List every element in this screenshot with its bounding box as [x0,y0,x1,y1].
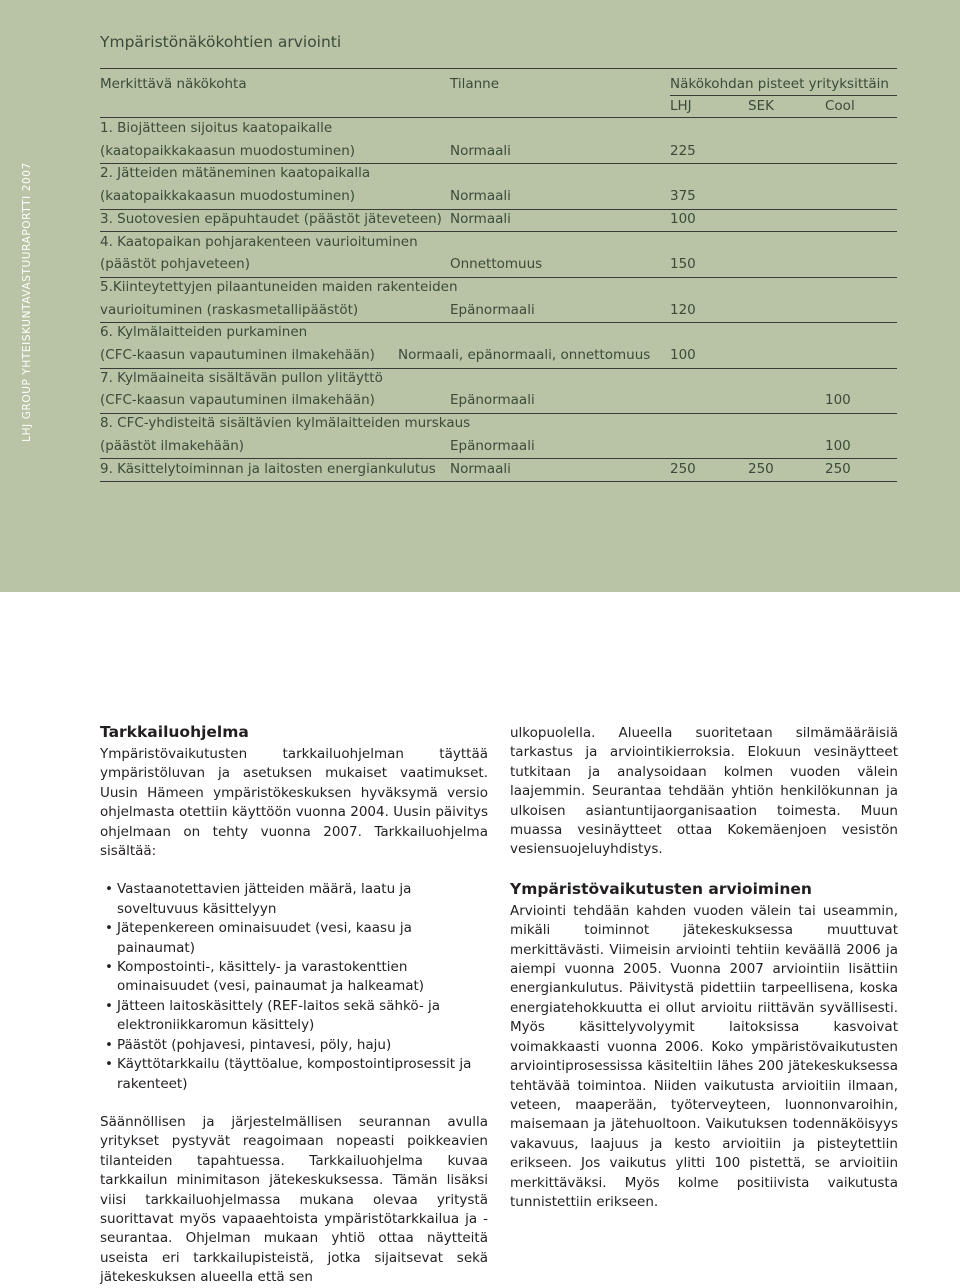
aspect-cell: (kaatopaikkakaasun muodostuminen) [100,142,356,159]
status-cell: Epänormaali [450,301,535,318]
list-item: • Jätteen laitoskäsittely (REF-laitos sekä sähkö- ja elektroniikkaromun käsittely) [100,997,488,1036]
aspect-cell: 4. Kaatopaikan pohjarakenteen vaurioituminen [100,233,418,250]
lhj-points-cell: 150 [670,256,696,273]
lhj-points-cell: 100 [670,210,696,227]
lhj-points-cell: 375 [670,188,696,205]
header-sek: SEK [748,98,774,114]
list-item: • Käyttötarkkailu (täyttöalue, kompostointiprosessit ja rakenteet) [100,1055,488,1094]
aspect-cell: (CFC-kaasun vapautuminen ilmakehään) [100,346,375,363]
lhj-points-cell: 120 [670,301,696,318]
header-aspect: Merkittävä näkökohta [100,76,247,92]
row-rule [100,413,897,414]
row-rule [100,231,897,232]
status-cell: Normaali, epänormaali, onnettomuus [398,346,651,363]
row-rule [100,481,897,482]
left-column [100,722,488,1288]
cool-points-cell: 250 [825,460,851,477]
lhj-points-cell: 250 [670,460,696,477]
status-cell: Normaali [450,188,511,205]
aspect-cell: 3. Suotovesien epäpuhtaudet (päästöt jäteveteen) [100,210,442,227]
aspect-cell: 5.Kiinteytettyjen pilaantuneiden maiden rakenteiden [100,278,458,295]
side-running-header-text: LHJ GROUP YHTEISKUNTAVASTUURAPORTTI 2007 [21,162,33,442]
monitoring-closing: Säännöllisen ja järjestelmällisen seurannan avulla yritykset pystyvät reagoimaan nopeasti poikkeavien tilanteiden tapahtuessa. Tarkkailuohjelma kuvaa tarkkailun minimitason jätekeskuksessa. Tämän lisäksi viisi tarkkailuohjelmassa mukana olevaa yritystä suorittavat myös vapaaehtoista ympäristötarkkailua ja -seurantaa. Ohjelman mukaan yhtiö ottaa näytteitä useista eri tarkkailupisteistä, jotka sijaitsevat sekä jätekeskuksen alueella että sen [100,1113,488,1286]
row-rule [100,163,897,164]
table-top-rule [100,68,897,69]
lhj-points-cell: 100 [670,346,696,363]
sek-points-cell: 250 [748,460,774,477]
monitoring-list [100,880,488,1093]
list-item: • Jätepenkereen ominaisuudet (vesi, kaasu ja painaumat) [100,919,488,958]
status-cell: Epänormaali [450,392,535,409]
assessment-panel [0,0,960,592]
header-lhj: LHJ [670,98,692,114]
aspect-cell: (päästöt pohjaveteen) [100,256,250,273]
row-rule [100,458,897,459]
aspect-cell: (päästöt ilmakehään) [100,437,245,454]
aspect-cell: (CFC-kaasun vapautuminen ilmakehään) [100,392,375,409]
row-rule [100,209,897,210]
aspect-cell: 1. Biojätteen sijoitus kaatopaikalle [100,120,333,136]
row-rule [100,277,897,278]
impact-assessment-heading: Ympäristövaikutusten arvioiminen [510,879,812,898]
list-item: • Vastaanotettavien jätteiden määrä, laatu ja soveltuvuus käsittelyyn [100,880,488,919]
list-item: • Päästöt (pohjavesi, pintavesi, pöly, haju) [100,1036,488,1055]
status-cell: Onnettomuus [450,256,543,273]
header-cool: Cool [825,98,855,114]
right-column [510,724,898,1212]
header-points-rule [670,95,897,96]
status-cell: Normaali [450,210,511,227]
monitoring-intro: Ympäristövaikutusten tarkkailuohjelman täyttää ympäristöluvan ja asetuksen mukaiset vaatimukset. Uusin Hämeen ympäristökeskuksen hyväksymä versio ohjelmasta otettiin käyttöön vuonna 2004. Uusin päivitys ohjelmaan on tehty vuonna 2007. Tarkkailuohjelma sisältää: [100,746,488,860]
status-cell: Epänormaali [450,437,535,454]
aspect-cell: (kaatopaikkakaasun muodostuminen) [100,188,356,205]
cool-points-cell: 100 [825,392,851,409]
row-rule [100,368,897,369]
row-rule [100,322,897,323]
aspect-cell: 9. Käsittelytoiminnan ja laitosten energiankulutus [100,460,436,477]
header-points: Näkökohdan pisteet yrityksittäin [670,76,889,92]
lhj-points-cell: 225 [670,142,696,159]
header-status: Tilanne [450,76,500,92]
list-item: • Kompostointi-, käsittely- ja varastokenttien ominaisuudet (vesi, painaumat ja halkeamat) [100,958,488,997]
aspect-cell: 7. Kylmäaineita sisältävän pullon ylitäyttö [100,369,383,386]
aspect-cell: 6. Kylmälaitteiden purkaminen [100,324,308,341]
aspect-cell: 8. CFC-yhdisteitä sisältävien kylmälaitteiden murskaus [100,415,471,432]
aspect-cell: vaurioituminen (raskasmetallipäästöt) [100,301,359,318]
cool-points-cell: 100 [825,437,851,454]
impact-assessment-body: Arviointi tehdään kahden vuoden välein tai useammin, mikäli toiminnot jätekeskuksessa muuttuvat merkittävästi. Viimeisin arviointi tehtiin keväällä 2006 ja aiempi vuonna 2005. Vuonna 2007 arviointiin lisättiin energiankulutus. Päivitystä pidettiin tarpeellisena, koska energiatehokkuutta ei ollut arvioitu riittävän syvällisesti. Myös käsittelyvolyymit laitoksissa kasvoivat voimakkaasti vuonna 2006. Koko ympäristövaikutusten arviointiprosessissa käsiteltiin lähes 200 jätekeskuksessa tehtävää toimintoa. Niiden vaikutusta arvioitiin ilmaan, veteen, maaperään, työterveyteen, luonnonvaroihin, maisemaan ja jätehuoltoon. Vaikutuksen todennäköisyys vakavuus, laajuus ja kesto arvioitiin ja pisteytettiin erikseen. Jos vaikutus ylitti 100 pistettä, se arvioitiin merkittäväksi. Myös kolme positiivista vaikutusta tunnistettiin erikseen. [510,902,898,1210]
status-cell: Normaali [450,460,511,477]
table-title: Ympäristönäkökohtien arviointi [100,33,342,51]
header-bottom-rule [100,117,897,118]
status-cell: Normaali [450,142,511,159]
monitoring-continuation: ulkopuolella. Alueella suoritetaan silmämääräisiä tarkastus ja arviointikierroksia. Elokuun vesinäytteet tutkitaan ja analysoidaan kolmen vuoden välein laajemmin. Seurantaa tehdään yhtiön henkilökunnan ja ulkoisen asiantuntijaorganisaation toimesta. Muun muassa vesinäytteet ottaa Kokemäenjoen vesistön vesiensuojeluyhdistys. [510,725,898,858]
aspect-cell: 2. Jätteiden mätäneminen kaatopaikalla [100,165,371,182]
monitoring-heading: Tarkkailuohjelma [100,723,249,741]
